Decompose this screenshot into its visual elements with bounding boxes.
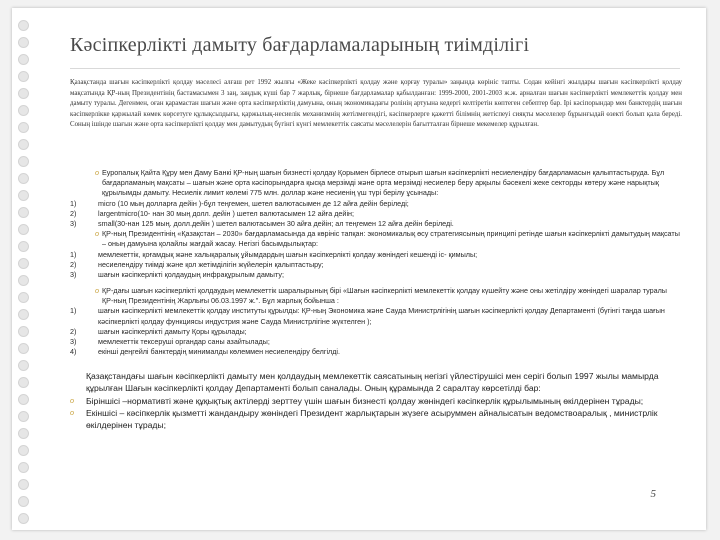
- item-text: мемлекеттік, қоғамдық және халықаралық ұйымдардың шағын кәсіпкерлікті қолдау жөніндегі кешенді іс- қимылы;: [98, 249, 478, 259]
- decorative-dot: [18, 122, 29, 133]
- page-number: 5: [650, 488, 656, 500]
- numbered-item: [70, 327, 680, 337]
- content-block-2: [70, 286, 680, 357]
- item-text: шағын кәсіпкерлікті мемлекеттік қолдау институты құрылды: ҚР-ның Экономика және Сауда Министрлігінің шағын кәсіпкерлікті қолдау Департаменті (бүгінгі таңда шағын кәсіпкерлікті қолдау функциясы индустрия және Сауда Министрлігіне жүктелген );: [98, 306, 665, 326]
- decorative-dot: [18, 326, 29, 337]
- item-text: мемлекеттік тексеруші органдар саны азайтылады;: [98, 337, 270, 347]
- item-text: шағын кәсіпкерлікті дамыту Қоры құрылады;: [98, 326, 247, 336]
- title-divider: [70, 68, 680, 69]
- decorative-dot: [18, 445, 29, 456]
- decorative-dot: [18, 190, 29, 201]
- bullet-item: [70, 168, 680, 199]
- decorative-dot: [18, 360, 29, 371]
- bullet-item: [70, 229, 680, 249]
- item-text: ҚР-ның Президентінің «Қазақстан – 2030» бағдарламасында да көрініс тапқан: экономикалық өсу стратегиясының принципі ретінде шағын кәсіпкерлікті дамытудың мақсаты – оның дамуына қолайлы жағдай жасау. Негізгі басымдылықтар:: [102, 229, 680, 249]
- decorative-dot: [18, 207, 29, 218]
- numbered-item: [70, 306, 680, 326]
- decorative-dot: [18, 71, 29, 82]
- decorative-dot: [18, 173, 29, 184]
- decorative-dot: [18, 258, 29, 269]
- decorative-dot: [18, 428, 29, 439]
- numbered-item: [70, 219, 680, 229]
- intro-paragraph: Қазақстанда шағын кәсіпкерлікті қолдау мәселесі алғаш рет 1992 жылғы «Жеке кәсіпкерлікті қолдау және қорғау туралы» заңында көрініс тапты. Содан кейінгі жылдары шағын кәсіпкерлікті қолдау мақсатында ҚР-ның Президентінің бастамасымен 3 заң, заңдық күші бар 7 жарлық, бірнеше бағдарламалар қабылданған: 1999-2000, 2001-2003 ж.ж. арналған шағын кәсіпкерлікті мемлекеттік қолдау мен дамыту туралы. Дегенмен, оған қарамастан шағын және орта кәсіпкерліктің дамуына, оның экономикадағы ролінің артуына кедергі келтіретін көптеген себептер бар. Ірі кәсіпорындар мен банктердің шағын кәсіпкерлікке қаржылай көмек көрсетуге құлықсыздығы, қаржылық-несиелік механизмнің жетілмегендігі, кәсіпкерлерге қажетті білімнің жетіспеуі сияқты мәселелер бұрынғыдай өзекті болып қала береді. Соның ішінде шағын және орта кәсіпкерлікті қолдау мен дамытудың бүгінгі күнгі мемлекеттік саясаты мәселелерін бағытталған бірнеше мекемелер құрылған.: [70, 79, 682, 129]
- bullet-item: [70, 395, 680, 407]
- decorative-dot: [18, 105, 29, 116]
- item-text: largentmicro(10- нан 30 мың долл. дейін ) шетел валютасымен 12 айға дейін;: [98, 208, 355, 218]
- decorative-dot: [18, 224, 29, 235]
- decorative-dot: [18, 37, 29, 48]
- numbered-item: [70, 337, 680, 347]
- decorative-dot: [18, 309, 29, 320]
- decorative-dot: [18, 394, 29, 405]
- item-text: ҚР-дағы шағын кәсіпкерлікті қолдаудың мемлекеттік шаралырының бірі «Шағын кәсіпкерлікті мемлекеттік қолдау күшейту және оны жетілдіру жөніндегі шаралар туралы ҚР-ның Президентінің Жарлығы 06.03.1997 ж.". Бұл жарлық бойынша :: [102, 286, 667, 306]
- list-number: 1): [70, 249, 77, 259]
- decorative-dot: [18, 156, 29, 167]
- item-text: small(30-нан 125 мың. долл.дейін ) шетел валютасымен 30 айға дейін; ал теңгемен 12 айға дейін беріледі.: [98, 219, 454, 229]
- decorative-dot: [18, 479, 29, 490]
- bullet-marker: o: [70, 395, 74, 405]
- numbered-item: [70, 270, 680, 280]
- item-text: екінші деңгейлі банктердің минималды көлеммен несиелендіру белгілді.: [98, 347, 341, 357]
- list-number: 3): [70, 219, 77, 229]
- decorative-dot: [18, 462, 29, 473]
- content-block-1: [70, 168, 680, 280]
- decorative-dot: [18, 496, 29, 507]
- decorative-dot: [18, 343, 29, 354]
- item-text: Еуропалық Қайта Құру мен Даму Банкі ҚР-ның шағын бизнесті қолдау Қорымен бірлесе отырып шағын кәсіпкерлікті несиелендіру бағдарламасын қалыптастыруда. Бұл бағдарламаның мақсаты – шағын және орта кәсіпорындарға қысқа мерзімді және орта мерзімді несиелер беру арқылы бәсекелі жеке секторды көтеру және нарықтық құрылымды дамыту. Несиелік лимит көлемі 775 млн. доллар және несиенің үш түрі берілу ұсынады:: [102, 168, 665, 198]
- decorative-dot: [18, 275, 29, 286]
- bullet-marker: o: [70, 407, 74, 417]
- content-block-3: [70, 370, 680, 431]
- numbered-item: [70, 209, 680, 219]
- numbered-item: [70, 347, 680, 357]
- list-number: 2): [70, 259, 77, 269]
- decorative-dot: [18, 513, 29, 524]
- decorative-dots: [18, 20, 28, 530]
- bullet-marker: o: [95, 229, 99, 239]
- bullet-marker: o: [95, 286, 99, 295]
- bullet-marker: o: [95, 168, 99, 177]
- decorative-dot: [18, 54, 29, 65]
- list-number: 3): [70, 270, 77, 280]
- decorative-dot: [18, 292, 29, 303]
- item-text: Екіншісі – кәсіпкерлік қызметті жандандыру жөніндегі Президент жарлықтарын жүзеге асыруммен айналысатын ведомствоаралық , министрлік өкілдерінен тұрады;: [86, 407, 658, 431]
- list-number: 2): [70, 326, 77, 336]
- decorative-dot: [18, 411, 29, 422]
- decorative-dot: [18, 139, 29, 150]
- decorative-dot: [18, 88, 29, 99]
- item-text: несиелендіру тиімді және қол жетімділігін жүйелерін қалыптастыру;: [98, 259, 324, 269]
- slide: [12, 8, 706, 530]
- list-number: 4): [70, 347, 77, 357]
- item-text: Қазақстандағы шағын кәсіпкерлікті дамыту мен қолдаудың мемлекеттік саясатының негізгі үйлестірушісі мен серігі болып 1997 жылы мамырда құрылған Шағын кәсіпкерлікті қолдау Департаменті болып саналады. Оның құрамында 2 саралтау көрсетілді бар:: [86, 371, 659, 394]
- bullet-item: [70, 407, 680, 432]
- decorative-dot: [18, 241, 29, 252]
- list-number: 3): [70, 337, 77, 347]
- decorative-dot: [18, 20, 29, 31]
- decorative-dot: [18, 377, 29, 388]
- numbered-item: [70, 250, 680, 260]
- slide-title: Кәсіпкерлікті дамыту бағдарламаларының тиімділігі: [70, 34, 530, 56]
- list-number: 2): [70, 208, 77, 218]
- paragraph: [70, 370, 680, 395]
- bullet-item: [70, 286, 680, 306]
- numbered-item: [70, 199, 680, 209]
- item-text: шағын кәсіпкерлікті қолдаудың инфрақұрылым дамыту;: [98, 270, 284, 280]
- item-text: micro (10 мың долларға дейін )-бұл теңгемен, шетел валютасымен де 12 айға дейін беріледі;: [98, 198, 409, 208]
- list-number: 1): [70, 198, 77, 208]
- list-number: 1): [70, 306, 77, 316]
- numbered-item: [70, 260, 680, 270]
- item-text: Біріншісі –нормативті және құқықтық актілерді зерттеу үшін шағын бизнесті қолдау жөніндегі кәсіпкерлік құрылымының өкілдерінен тұрады;: [86, 395, 644, 406]
